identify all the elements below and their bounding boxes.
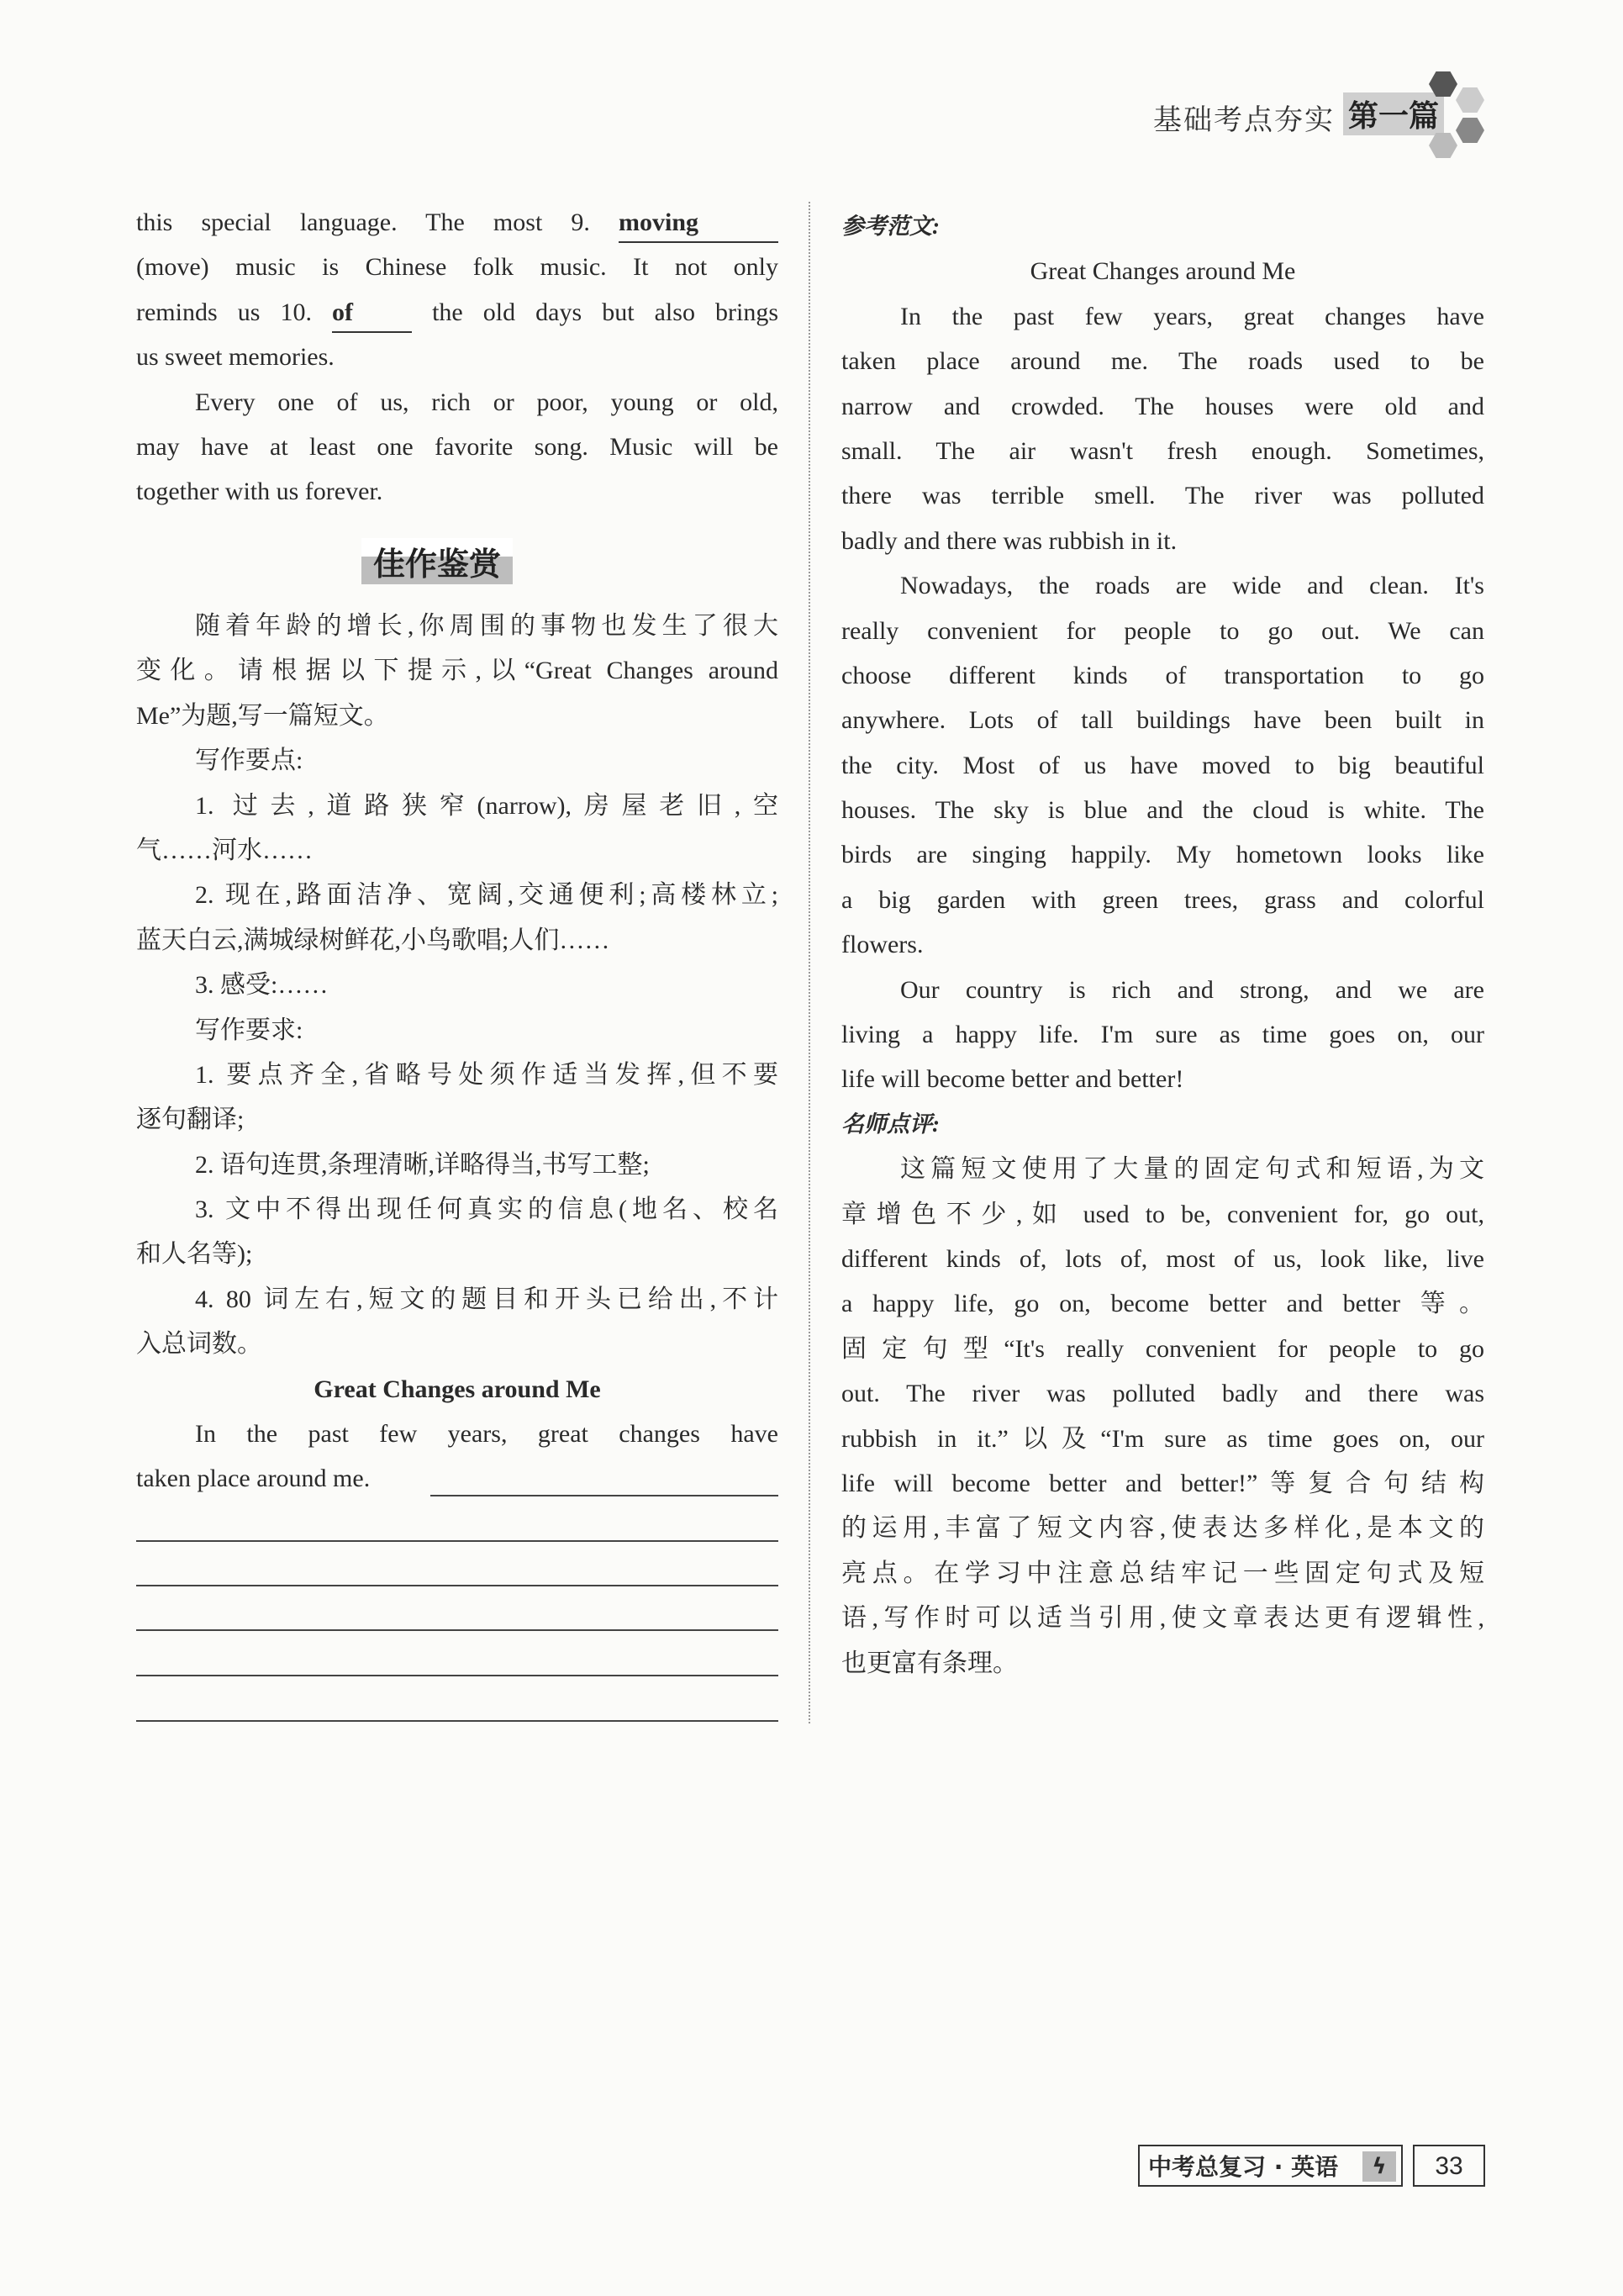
text-line xyxy=(136,290,778,335)
text-segment: reminds us 10. xyxy=(136,298,333,326)
text-line: different kinds of, lots of, most of us, look like, live xyxy=(841,1244,1484,1273)
text-line: 2. 现在,路面洁净、宽阔,交通便利;高楼林立; xyxy=(195,881,778,910)
text-line: anywhere. Lots of tall buildings have been built in xyxy=(841,706,1484,735)
text-line: 4. 80 词左右,短文的题目和开头已给出,不计 xyxy=(195,1285,778,1313)
column-divider xyxy=(809,202,810,1723)
writing-line[interactable] xyxy=(136,1675,778,1676)
text-line: 这篇短文使用了大量的固定句式和短语,为文 xyxy=(900,1155,1484,1184)
text-line: 3. 文中不得出现任何真实的信息(地名、校名 xyxy=(195,1196,778,1224)
text-line: Every one of us, rich or poor, young or old, xyxy=(195,388,778,416)
text-line: 1. 过去,道路狭窄(narrow),房屋老旧,空 xyxy=(195,791,778,820)
text-line: 固定句型“It's really convenient for people to go xyxy=(841,1334,1484,1363)
text-line: flowers. xyxy=(841,931,924,959)
passage-ending xyxy=(136,200,778,515)
text-line: 2. 语句连贯,条理清晰,详略得当,书写工整; xyxy=(195,1150,650,1179)
writing-line[interactable] xyxy=(136,1629,778,1631)
book-title: 中考总复习 · 英语 xyxy=(1148,2153,1339,2181)
section-title: 佳作鉴赏 xyxy=(361,538,513,584)
part-label: 第一篇 xyxy=(1343,92,1444,135)
text-line: rubbish in it.”以及“I'm sure as time goes on, our xyxy=(841,1424,1484,1453)
lightning-icon: ϟ xyxy=(1362,2151,1396,2182)
text-line: 写作要求: xyxy=(195,1016,303,1044)
text-line: us sweet memories. xyxy=(136,343,335,372)
text-line: 逐句翻译; xyxy=(136,1106,245,1134)
text-line: 和人名等); xyxy=(136,1240,253,1269)
text-segment: this special language. The most 9. xyxy=(136,208,619,236)
text-line: really convenient for people to go out. We can xyxy=(841,616,1484,645)
text-line: Great Changes around Me xyxy=(1030,257,1296,286)
text-line: Great Changes around Me xyxy=(314,1375,601,1403)
text-line: badly and there was rubbish in it. xyxy=(841,526,1178,555)
text-line: taken place around me. xyxy=(136,1465,371,1493)
text-line: a happy life, go on, become better and better 等。 xyxy=(841,1290,1484,1318)
answer-blank[interactable]: of xyxy=(332,294,412,333)
text-line: together with us forever. xyxy=(136,478,383,506)
text-line: In the past few years, great changes have xyxy=(900,302,1484,330)
text-line: life will become better and better!”等复合句结构 xyxy=(841,1469,1484,1497)
text-line: taken place around me. The roads used to be xyxy=(841,347,1484,376)
text-line: Nowadays, the roads are wide and clean. It's xyxy=(900,572,1484,600)
model-essay-and-comment xyxy=(841,204,1484,1686)
text-line: 章增色不少,如 used to be, convenient for, go out, xyxy=(841,1200,1484,1228)
text-line: birds are singing happily. My hometown looks like xyxy=(841,841,1484,869)
text-line: houses. The sky is blue and the cloud is white. The xyxy=(841,796,1484,825)
section-name: 基础考点夯实 xyxy=(1153,103,1335,137)
text-line: 气……河水…… xyxy=(136,836,313,864)
text-line: 语,写作时可以适当引用,使文章表达更有逻辑性, xyxy=(841,1604,1484,1633)
text-line: 3. 感受:…… xyxy=(195,971,329,1000)
page-number: 33 xyxy=(1413,2145,1485,2187)
text-line: Me”为题,写一篇短文。 xyxy=(136,701,389,730)
text-line: living a happy life. I'm sure as time goes on, our xyxy=(841,1021,1484,1049)
hexagon-decoration-icon xyxy=(1429,133,1457,158)
book-title-box xyxy=(1138,2145,1403,2187)
text-line: 亮点。在学习中注意总结牢记一些固定句式及短 xyxy=(841,1559,1484,1587)
writing-line[interactable] xyxy=(430,1495,778,1496)
text-line: may have at least one favorite song. Music will be xyxy=(136,432,778,461)
text-line: the city. Most of us have moved to big beautiful xyxy=(841,751,1484,779)
writing-line[interactable] xyxy=(136,1585,778,1586)
hexagon-decoration-icon xyxy=(1456,118,1484,143)
text-line: life will become better and better! xyxy=(841,1065,1184,1094)
text-line: In the past few years, great changes have xyxy=(195,1420,778,1449)
section-label: 名师点评: xyxy=(841,1111,940,1137)
writing-task xyxy=(136,604,778,1502)
text-line: Our country is rich and strong, and we are xyxy=(900,975,1484,1004)
answer-blank[interactable]: moving xyxy=(619,204,778,243)
writing-line[interactable] xyxy=(136,1540,778,1542)
text-segment: the old days but also brings xyxy=(412,298,778,326)
text-line: a big garden with green trees, grass and colorful xyxy=(841,885,1484,914)
text-line: 也更富有条理。 xyxy=(841,1649,1018,1677)
text-line: 写作要点: xyxy=(195,747,303,775)
text-line: 随着年龄的增长,你周围的事物也发生了很大 xyxy=(195,612,778,640)
text-line: narrow and crowded. The houses were old and xyxy=(841,392,1484,420)
text-line: 1. 要点齐全,省略号处须作适当发挥,但不要 xyxy=(195,1060,778,1089)
text-line: small. The air wasn't fresh enough. Sometimes, xyxy=(841,436,1484,465)
text-line: 蓝天白云,满城绿树鲜花,小鸟歌唱;人们…… xyxy=(136,926,610,954)
text-line: out. The river was polluted badly and there was xyxy=(841,1380,1484,1408)
hexagon-decoration-icon xyxy=(1456,87,1484,113)
text-line: 入总词数。 xyxy=(136,1330,262,1359)
text-line: choose different kinds of transportation to go xyxy=(841,661,1484,689)
text-line: 变化。请根据以下提示,以“Great Changes around xyxy=(136,657,778,685)
text-line: there was terrible smell. The river was polluted xyxy=(841,482,1484,510)
text-line: 的运用,丰富了短文内容,使表达多样化,是本文的 xyxy=(841,1514,1484,1543)
writing-line[interactable] xyxy=(136,1720,778,1722)
text-line: (move) music is Chinese folk music. It not only xyxy=(136,253,778,282)
text-line xyxy=(136,200,778,245)
section-label: 参考范文: xyxy=(841,214,940,239)
